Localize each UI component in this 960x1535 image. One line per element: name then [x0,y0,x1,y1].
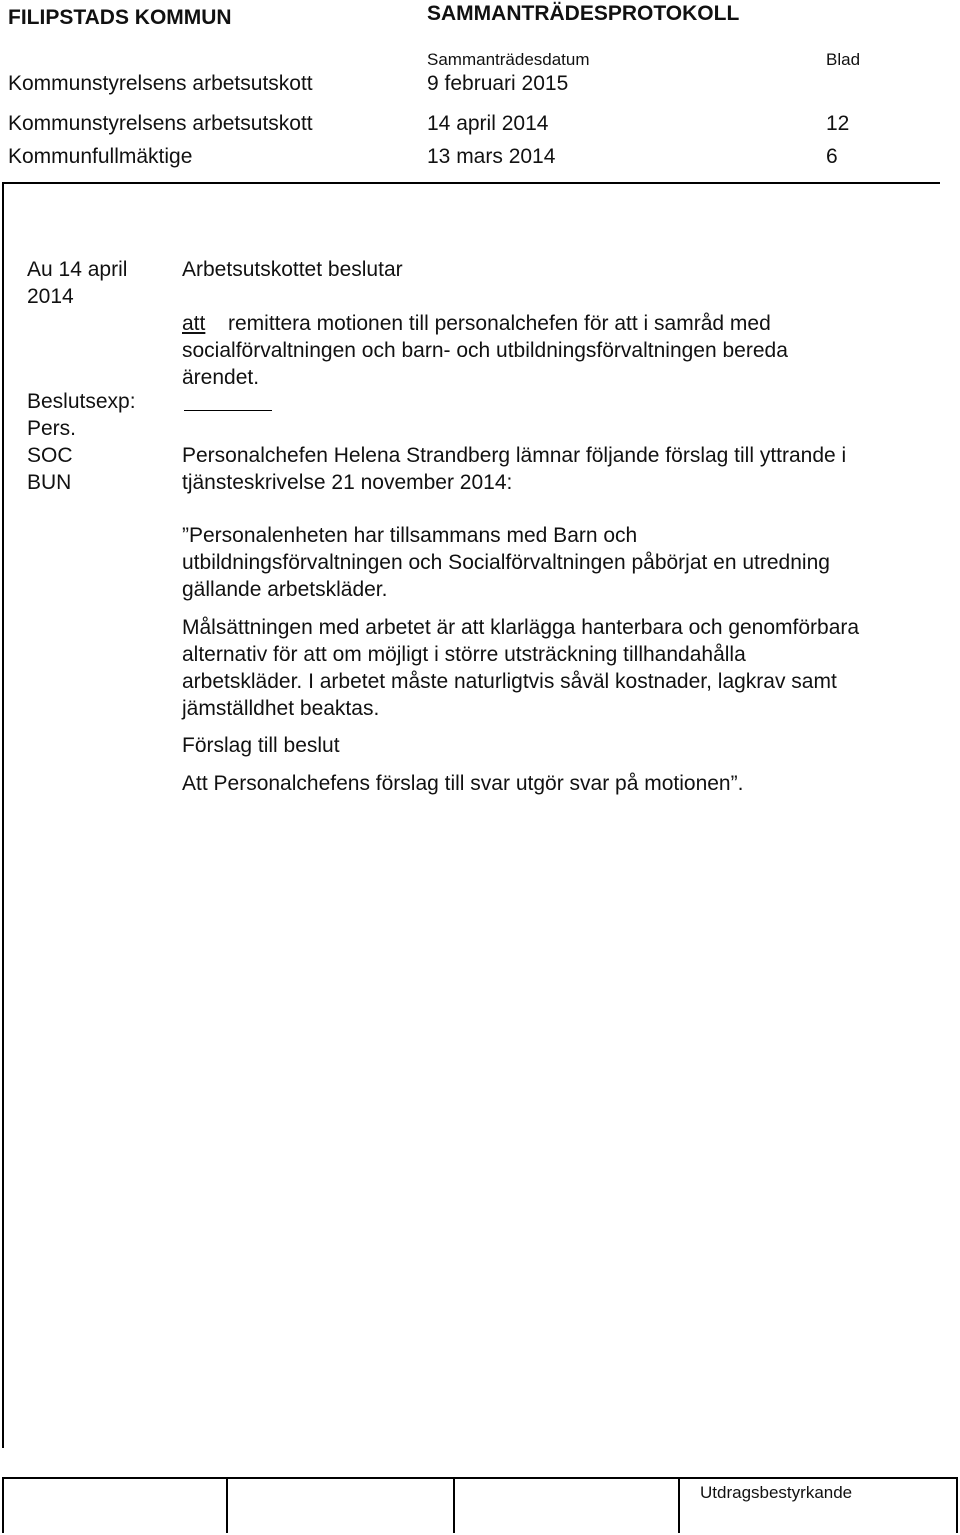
quote-line: gällande arbetskläder. [182,578,388,601]
footer-divider [453,1477,455,1533]
footer-divider [2,1477,4,1533]
footer-divider [956,1477,958,1533]
signature-line [184,410,272,411]
recipient: BUN [27,471,72,494]
quote-line: ”Personalenheten har tillsammans med Barn och [182,524,638,547]
quote-line: jämställdhet beaktas. [182,697,380,720]
date-column-label: Sammanträdesdatum [427,50,590,69]
quote-line: Målsättningen med arbetet är att klarlägga hanterbara och genomförbara [182,616,860,639]
att-word: att [182,312,206,335]
header-row-body: Kommunstyrelsens arbetsutskott [8,72,313,95]
decision-line: socialförvaltningen och barn- och utbildningsförvaltningen bereda [182,339,788,362]
decision-heading: Arbetsutskottet beslutar [182,258,403,281]
header-row-body: Kommunstyrelsens arbetsutskott [8,112,313,135]
decision-line: remittera motionen till personalchefen för att i samråd med [228,312,771,335]
quote-line: utbildningsförvaltningen och Socialförvaltningen påbörjat en utredning [182,551,830,574]
header-row-date: 14 april 2014 [427,112,549,135]
page-column-label: Blad [826,50,861,69]
header-divider [2,182,940,184]
intro-line: tjänsteskrivelse 21 november 2014: [182,471,513,494]
document-type: SAMMANTRÄDESPROTOKOLL [427,2,740,25]
quote-line: alternativ för att om möjligt i större utsträckning tillhandahålla [182,643,746,666]
org-name: FILIPSTADS KOMMUN [8,6,232,29]
footer-divider [678,1477,680,1533]
meeting-date: Au 14 april [27,258,128,281]
footer-top-rule [2,1477,958,1479]
footer-divider [226,1477,228,1533]
header-row-body: Kommunfullmäktige [8,145,193,168]
certification-label: Utdragsbestyrkande [700,1483,853,1502]
intro-line: Personalchefen Helena Strandberg lämnar följande förslag till yttrande i [182,444,847,467]
left-border [2,182,4,1448]
header-row-page: 6 [826,145,838,168]
header-row-page: 12 [826,112,850,135]
meeting-year: 2014 [27,285,74,308]
proposal-text: Att Personalchefens förslag till svar utgör svar på motionen”. [182,772,744,795]
recipient: Pers. [27,417,77,440]
beslutsexp-label: Beslutsexp: [27,390,136,413]
proposal-heading: Förslag till beslut [182,734,340,757]
quote-line: arbetskläder. I arbetet måste naturligtvis såväl kostnader, lagkrav samt [182,670,837,693]
recipient: SOC [27,444,73,467]
header-row-date: 9 februari 2015 [427,72,569,95]
decision-line: ärendet. [182,366,260,389]
header-row-date: 13 mars 2014 [427,145,556,168]
